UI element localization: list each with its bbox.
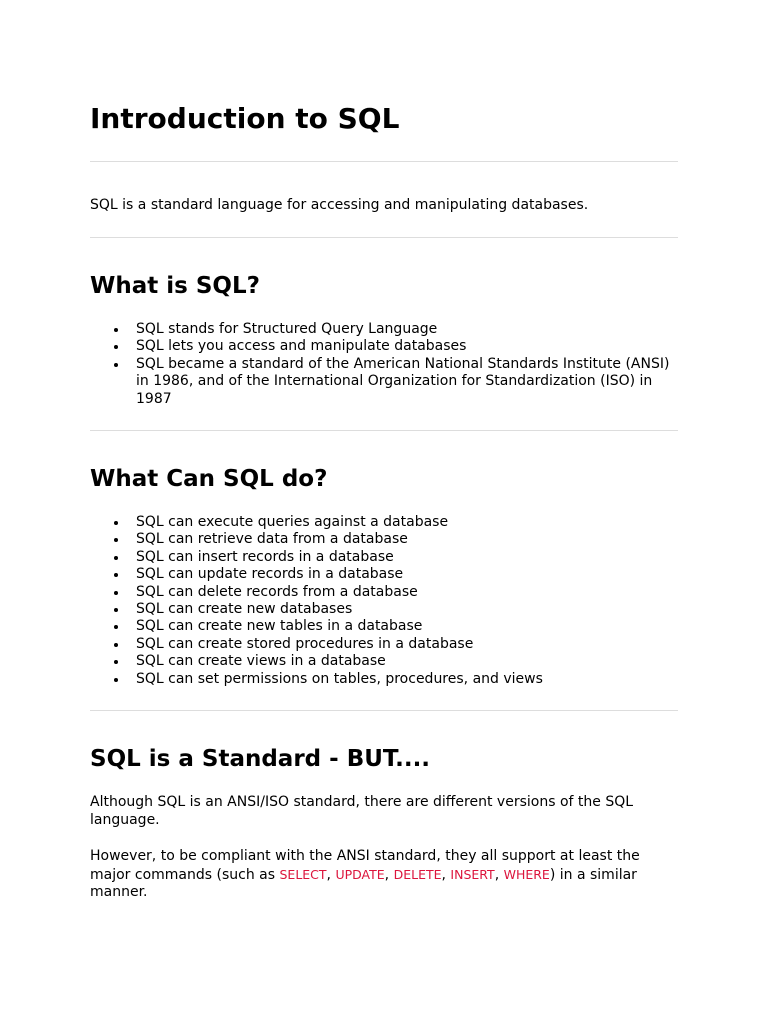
keyword-select: SELECT bbox=[279, 866, 327, 882]
section-heading-what-is-sql: What is SQL? bbox=[90, 273, 260, 299]
keyword-separator: , bbox=[384, 866, 394, 883]
list-item: SQL lets you access and manipulate databases bbox=[136, 338, 678, 355]
keyword-insert: INSERT bbox=[450, 866, 495, 882]
list-item: SQL can create new tables in a database bbox=[136, 618, 678, 635]
list-item: SQL can set permissions on tables, procedures, and views bbox=[136, 671, 678, 688]
list-item: SQL can create stored procedures in a database bbox=[136, 636, 678, 653]
keyword-where: WHERE bbox=[503, 866, 550, 882]
divider bbox=[90, 161, 678, 162]
section-heading-sql-is-a-standard: SQL is a Standard - BUT.... bbox=[90, 746, 431, 772]
what-can-sql-do-list bbox=[90, 514, 678, 688]
divider bbox=[90, 710, 678, 711]
standard-paragraph-2 bbox=[90, 848, 678, 902]
list-item: SQL can delete records from a database bbox=[136, 584, 678, 601]
list-item: SQL can execute queries against a database bbox=[136, 514, 678, 531]
list-item: SQL can create views in a database bbox=[136, 653, 678, 670]
paragraph-text-after: ) in a similar manner. bbox=[90, 866, 637, 900]
paragraph-text-before: However, to be compliant with the ANSI standard, they all support at least the major commands (such as bbox=[90, 848, 640, 883]
list-item: SQL can update records in a database bbox=[136, 566, 678, 583]
list-item: SQL can insert records in a database bbox=[136, 549, 678, 566]
list-item: SQL became a standard of the American National Standards Institute (ANSI) in 1986, and of the International Organization for Standardization (ISO) in 1987 bbox=[136, 356, 678, 408]
keyword-update: UPDATE bbox=[335, 866, 385, 882]
divider bbox=[90, 430, 678, 431]
keyword-separator: , bbox=[494, 866, 504, 883]
standard-paragraph-1: Although SQL is an ANSI/ISO standard, there are different versions of the SQL language. bbox=[90, 794, 634, 828]
keyword-delete: DELETE bbox=[393, 866, 442, 882]
divider bbox=[90, 237, 678, 238]
intro-paragraph: SQL is a standard language for accessing and manipulating databases. bbox=[90, 197, 589, 213]
list-item: SQL can retrieve data from a database bbox=[136, 531, 678, 548]
keyword-separator: , bbox=[326, 866, 336, 883]
what-is-sql-list bbox=[90, 321, 678, 408]
page-title: Introduction to SQL bbox=[90, 102, 400, 135]
section-heading-what-can-sql-do: What Can SQL do? bbox=[90, 466, 328, 492]
keyword-separator: , bbox=[441, 866, 451, 883]
list-item: SQL stands for Structured Query Language bbox=[136, 321, 678, 338]
list-item: SQL can create new databases bbox=[136, 601, 678, 618]
